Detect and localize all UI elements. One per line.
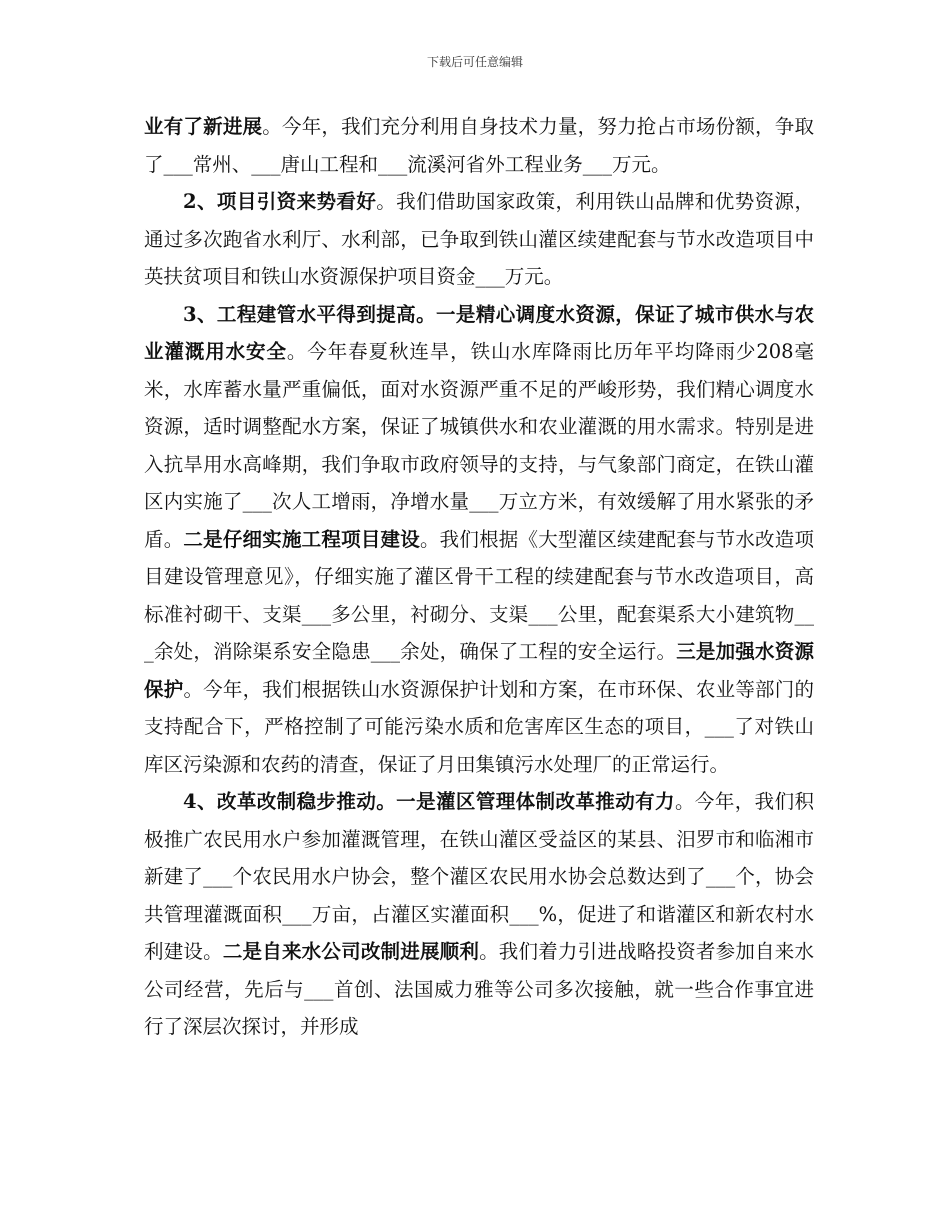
text-run: 。我们根据《大型灌区续建配套与节水改造项目建设管理意见》，仔细实施了灌区骨干工程的续建配套与节水改造项目，高标准衬砌干、支渠___多公里，衬砌分、支渠___公里，配套渠系大小建筑物___余处，消除渠系安全隐患___余处，确保了工程的安全运行。 — [144, 527, 814, 663]
bold-heading-run: 二是自来水公司改制进展顺利 — [222, 940, 480, 963]
text-run: 。今年，我们积极推广农民用水户参加灌溉管理，在铁山灌区受益区的某县、汨罗市和临湘市新建了___个农民用水户协会，整个灌区农民用水协会总数达到了___个，协会共管理灌溉面积___万亩，占灌区实灌面积___%，促进了和谐灌区和新农村水利建设。 — [144, 790, 814, 963]
text-run: 。今年春夏秋连旱，铁山水库降雨比历年平均降雨少208毫米，水库蓄水量严重偏低，面对水资源严重不足的严峻形势，我们精心调度水资源，适时调整配水方案，保证了城镇供水和农业灌溉的用水需求。特别是进入抗旱用水高峰期，我们争取市政府领导的支持，与气象部门商定，在铁山灌区内实施了___次人工增雨，净增水量___万立方米，有效缓解了用水紧张的矛盾。 — [144, 340, 814, 551]
paragraph — [144, 108, 814, 183]
bold-heading-run: 2、项目引资来势看好 — [183, 190, 377, 213]
bold-heading-run: 3、工程建管水平得到提高。一是精心调度水资源，保证了城市供水与农业灌溉用水安全 — [144, 302, 814, 363]
document-body — [144, 108, 814, 1046]
bold-heading-run: 三是加强水资源保护 — [144, 640, 814, 701]
page-header: 下载后可任意编辑 — [426, 55, 523, 69]
text-run: 。我们着力引进战略投资者参加自来水公司经营，先后与___首创、法国威力雅等公司多次接触，就一些合作事宜进行了深层次探讨，并形成 — [144, 940, 814, 1038]
bold-heading-run: 业有了新进展 — [144, 115, 263, 138]
paragraph — [144, 296, 814, 784]
paragraph — [144, 183, 814, 296]
text-run: 。今年，我们根据铁山水资源保护计划和方案，在市环保、农业等部门的支持配合下，严格控制了可能污染水质和危害库区生态的项目，___了对铁山库区污染源和农药的清查，保证了月田集镇污水处理厂的正常运行。 — [144, 677, 814, 776]
bold-heading-run: 二是仔细实施工程项目建设 — [183, 527, 420, 551]
text-run: 。我们借助国家政策，利用铁山品牌和优势资源，通过多次跑省水利厅、水利部，已争取到铁山灌区续建配套与节水改造项目中英扶贫项目和铁山水资源保护项目资金___万元。 — [144, 190, 814, 288]
paragraph — [144, 783, 814, 1046]
bold-heading-run: 4、改革改制稳步推动。一是灌区管理体制改革推动有力 — [183, 790, 675, 813]
text-run: 。今年，我们充分利用自身技术力量，努力抢占市场份额，争取了___常州、___唐山工程和___流溪河省外工程业务___万元。 — [144, 115, 814, 176]
